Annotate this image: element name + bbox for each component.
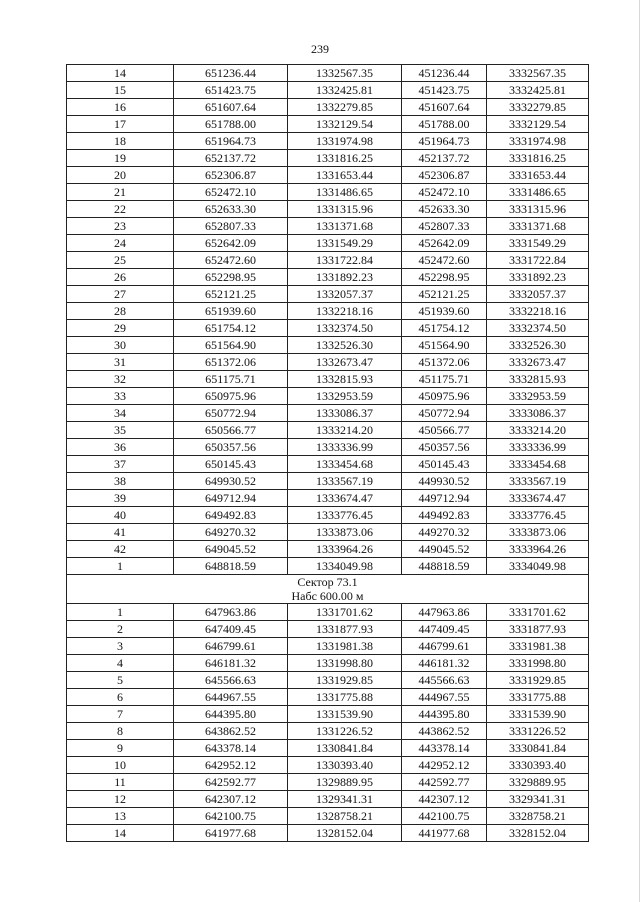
x1-coordinate-cell: 641977.68 <box>174 825 288 842</box>
point-number-cell: 24 <box>67 235 174 252</box>
x2-coordinate-cell: 442592.77 <box>402 774 487 791</box>
x1-coordinate-cell: 647963.86 <box>174 604 288 621</box>
y1-coordinate-cell: 1333567.19 <box>288 473 402 490</box>
x1-coordinate-cell: 642307.12 <box>174 791 288 808</box>
y1-coordinate-cell: 1331775.88 <box>288 689 402 706</box>
y2-coordinate-cell: 3331315.96 <box>487 201 589 218</box>
point-number-cell: 7 <box>67 706 174 723</box>
y2-coordinate-cell: 3333964.26 <box>487 541 589 558</box>
point-number-cell: 26 <box>67 269 174 286</box>
point-number-cell: 29 <box>67 320 174 337</box>
x2-coordinate-cell: 449270.32 <box>402 524 487 541</box>
x1-coordinate-cell: 642100.75 <box>174 808 288 825</box>
section-subtitle: Набс 600.00 м <box>291 589 364 603</box>
y2-coordinate-cell: 3332953.59 <box>487 388 589 405</box>
table-row <box>67 320 589 337</box>
x2-coordinate-cell: 451236.44 <box>402 65 487 82</box>
y2-coordinate-cell: 3331701.62 <box>487 604 589 621</box>
point-number-cell: 21 <box>67 184 174 201</box>
y2-coordinate-cell: 3332526.30 <box>487 337 589 354</box>
point-number-cell: 17 <box>67 116 174 133</box>
x1-coordinate-cell: 649712.94 <box>174 490 288 507</box>
x2-coordinate-cell: 452298.95 <box>402 269 487 286</box>
table-row <box>67 706 589 723</box>
point-number-cell: 10 <box>67 757 174 774</box>
x2-coordinate-cell: 451939.60 <box>402 303 487 320</box>
point-number-cell: 15 <box>67 82 174 99</box>
point-number-cell: 16 <box>67 99 174 116</box>
y2-coordinate-cell: 3331974.98 <box>487 133 589 150</box>
point-number-cell: 4 <box>67 655 174 672</box>
y2-coordinate-cell: 3331539.90 <box>487 706 589 723</box>
x1-coordinate-cell: 649270.32 <box>174 524 288 541</box>
section-header-cell <box>67 575 589 604</box>
y1-coordinate-cell: 1328758.21 <box>288 808 402 825</box>
y2-coordinate-cell: 3328152.04 <box>487 825 589 842</box>
point-number-cell: 1 <box>67 604 174 621</box>
y1-coordinate-cell: 1328152.04 <box>288 825 402 842</box>
x1-coordinate-cell: 648818.59 <box>174 558 288 575</box>
x2-coordinate-cell: 442100.75 <box>402 808 487 825</box>
y1-coordinate-cell: 1332279.85 <box>288 99 402 116</box>
y1-coordinate-cell: 1330841.84 <box>288 740 402 757</box>
table-row <box>67 439 589 456</box>
y1-coordinate-cell: 1333336.99 <box>288 439 402 456</box>
y1-coordinate-cell: 1333776.45 <box>288 507 402 524</box>
y2-coordinate-cell: 3331816.25 <box>487 150 589 167</box>
x2-coordinate-cell: 452137.72 <box>402 150 487 167</box>
point-number-cell: 40 <box>67 507 174 524</box>
y1-coordinate-cell: 1331981.38 <box>288 638 402 655</box>
table-row <box>67 201 589 218</box>
x1-coordinate-cell: 643862.52 <box>174 723 288 740</box>
table-row <box>67 740 589 757</box>
y1-coordinate-cell: 1332057.37 <box>288 286 402 303</box>
section-title: Сектор 73.1 <box>297 575 358 589</box>
y1-coordinate-cell: 1331722.84 <box>288 252 402 269</box>
x2-coordinate-cell: 449492.83 <box>402 507 487 524</box>
table-row <box>67 116 589 133</box>
point-number-cell: 36 <box>67 439 174 456</box>
point-number-cell: 2 <box>67 621 174 638</box>
y2-coordinate-cell: 3333873.06 <box>487 524 589 541</box>
table-row <box>67 655 589 672</box>
x2-coordinate-cell: 446799.61 <box>402 638 487 655</box>
table-row <box>67 388 589 405</box>
x1-coordinate-cell: 644967.55 <box>174 689 288 706</box>
x1-coordinate-cell: 649045.52 <box>174 541 288 558</box>
point-number-cell: 27 <box>67 286 174 303</box>
point-number-cell: 38 <box>67 473 174 490</box>
x2-coordinate-cell: 452472.60 <box>402 252 487 269</box>
y2-coordinate-cell: 3332567.35 <box>487 65 589 82</box>
y1-coordinate-cell: 1334049.98 <box>288 558 402 575</box>
y2-coordinate-cell: 3331549.29 <box>487 235 589 252</box>
x1-coordinate-cell: 651175.71 <box>174 371 288 388</box>
x2-coordinate-cell: 452642.09 <box>402 235 487 252</box>
point-number-cell: 11 <box>67 774 174 791</box>
x2-coordinate-cell: 450566.77 <box>402 422 487 439</box>
y1-coordinate-cell: 1333086.37 <box>288 405 402 422</box>
y1-coordinate-cell: 1332815.93 <box>288 371 402 388</box>
y2-coordinate-cell: 3332129.54 <box>487 116 589 133</box>
x1-coordinate-cell: 651372.06 <box>174 354 288 371</box>
x2-coordinate-cell: 451607.64 <box>402 99 487 116</box>
y2-coordinate-cell: 3331371.68 <box>487 218 589 235</box>
point-number-cell: 33 <box>67 388 174 405</box>
x2-coordinate-cell: 450772.94 <box>402 405 487 422</box>
y1-coordinate-cell: 1331877.93 <box>288 621 402 638</box>
coordinates-table <box>66 64 589 842</box>
point-number-cell: 3 <box>67 638 174 655</box>
point-number-cell: 35 <box>67 422 174 439</box>
table-row <box>67 490 589 507</box>
y2-coordinate-cell: 3331892.23 <box>487 269 589 286</box>
table-row <box>67 672 589 689</box>
x1-coordinate-cell: 650566.77 <box>174 422 288 439</box>
point-number-cell: 32 <box>67 371 174 388</box>
table-row <box>67 337 589 354</box>
point-number-cell: 37 <box>67 456 174 473</box>
x1-coordinate-cell: 652472.10 <box>174 184 288 201</box>
y2-coordinate-cell: 3328758.21 <box>487 808 589 825</box>
point-number-cell: 9 <box>67 740 174 757</box>
x1-coordinate-cell: 645566.63 <box>174 672 288 689</box>
y2-coordinate-cell: 3331998.80 <box>487 655 589 672</box>
y1-coordinate-cell: 1332374.50 <box>288 320 402 337</box>
point-number-cell: 20 <box>67 167 174 184</box>
x1-coordinate-cell: 650772.94 <box>174 405 288 422</box>
x1-coordinate-cell: 652472.60 <box>174 252 288 269</box>
x2-coordinate-cell: 449930.52 <box>402 473 487 490</box>
x2-coordinate-cell: 451175.71 <box>402 371 487 388</box>
x1-coordinate-cell: 651788.00 <box>174 116 288 133</box>
y2-coordinate-cell: 3330393.40 <box>487 757 589 774</box>
table-row <box>67 456 589 473</box>
x2-coordinate-cell: 452472.10 <box>402 184 487 201</box>
table-row <box>67 82 589 99</box>
y1-coordinate-cell: 1331701.62 <box>288 604 402 621</box>
x2-coordinate-cell: 451372.06 <box>402 354 487 371</box>
x1-coordinate-cell: 652807.33 <box>174 218 288 235</box>
table-row <box>67 99 589 116</box>
table-row <box>67 825 589 842</box>
y2-coordinate-cell: 3334049.98 <box>487 558 589 575</box>
x1-coordinate-cell: 643378.14 <box>174 740 288 757</box>
table-row <box>67 473 589 490</box>
y2-coordinate-cell: 3332057.37 <box>487 286 589 303</box>
page-number: 239 <box>311 42 329 56</box>
point-number-cell: 14 <box>67 65 174 82</box>
x2-coordinate-cell: 442952.12 <box>402 757 487 774</box>
x1-coordinate-cell: 647409.45 <box>174 621 288 638</box>
y1-coordinate-cell: 1330393.40 <box>288 757 402 774</box>
point-number-cell: 18 <box>67 133 174 150</box>
y2-coordinate-cell: 3331981.38 <box>487 638 589 655</box>
x1-coordinate-cell: 642952.12 <box>174 757 288 774</box>
table-row <box>67 184 589 201</box>
point-number-cell: 5 <box>67 672 174 689</box>
table-row <box>67 723 589 740</box>
y1-coordinate-cell: 1331892.23 <box>288 269 402 286</box>
x1-coordinate-cell: 646799.61 <box>174 638 288 655</box>
x2-coordinate-cell: 448818.59 <box>402 558 487 575</box>
x1-coordinate-cell: 651939.60 <box>174 303 288 320</box>
x1-coordinate-cell: 649492.83 <box>174 507 288 524</box>
y2-coordinate-cell: 3332673.47 <box>487 354 589 371</box>
point-number-cell: 12 <box>67 791 174 808</box>
x1-coordinate-cell: 652633.30 <box>174 201 288 218</box>
y1-coordinate-cell: 1331371.68 <box>288 218 402 235</box>
table-row <box>67 150 589 167</box>
point-number-cell: 41 <box>67 524 174 541</box>
section-header-row <box>67 575 589 604</box>
point-number-cell: 8 <box>67 723 174 740</box>
y2-coordinate-cell: 3331722.84 <box>487 252 589 269</box>
x2-coordinate-cell: 452633.30 <box>402 201 487 218</box>
table-row <box>67 218 589 235</box>
x1-coordinate-cell: 652306.87 <box>174 167 288 184</box>
x1-coordinate-cell: 642592.77 <box>174 774 288 791</box>
x2-coordinate-cell: 446181.32 <box>402 655 487 672</box>
y1-coordinate-cell: 1329889.95 <box>288 774 402 791</box>
y2-coordinate-cell: 3331929.85 <box>487 672 589 689</box>
x2-coordinate-cell: 442307.12 <box>402 791 487 808</box>
table-row <box>67 65 589 82</box>
y2-coordinate-cell: 3333567.19 <box>487 473 589 490</box>
x2-coordinate-cell: 447963.86 <box>402 604 487 621</box>
table-body-after-section <box>67 604 589 842</box>
y1-coordinate-cell: 1332526.30 <box>288 337 402 354</box>
y1-coordinate-cell: 1331226.52 <box>288 723 402 740</box>
y1-coordinate-cell: 1331998.80 <box>288 655 402 672</box>
y1-coordinate-cell: 1331486.65 <box>288 184 402 201</box>
y1-coordinate-cell: 1333964.26 <box>288 541 402 558</box>
y1-coordinate-cell: 1331816.25 <box>288 150 402 167</box>
x1-coordinate-cell: 650145.43 <box>174 456 288 473</box>
x2-coordinate-cell: 452306.87 <box>402 167 487 184</box>
x1-coordinate-cell: 651964.73 <box>174 133 288 150</box>
x1-coordinate-cell: 646181.32 <box>174 655 288 672</box>
table-row <box>67 638 589 655</box>
y1-coordinate-cell: 1332953.59 <box>288 388 402 405</box>
x1-coordinate-cell: 651607.64 <box>174 99 288 116</box>
y1-coordinate-cell: 1331539.90 <box>288 706 402 723</box>
table-row <box>67 558 589 575</box>
table-row <box>67 133 589 150</box>
x2-coordinate-cell: 450145.43 <box>402 456 487 473</box>
table-body-before-section <box>67 65 589 575</box>
x1-coordinate-cell: 651423.75 <box>174 82 288 99</box>
point-number-cell: 19 <box>67 150 174 167</box>
y2-coordinate-cell: 3333776.45 <box>487 507 589 524</box>
x1-coordinate-cell: 652121.25 <box>174 286 288 303</box>
y2-coordinate-cell: 3332374.50 <box>487 320 589 337</box>
point-number-cell: 22 <box>67 201 174 218</box>
y2-coordinate-cell: 3332425.81 <box>487 82 589 99</box>
table-row <box>67 371 589 388</box>
x2-coordinate-cell: 452121.25 <box>402 286 487 303</box>
x1-coordinate-cell: 650975.96 <box>174 388 288 405</box>
table-row <box>67 507 589 524</box>
point-number-cell: 23 <box>67 218 174 235</box>
y2-coordinate-cell: 3329341.31 <box>487 791 589 808</box>
table-row <box>67 757 589 774</box>
x2-coordinate-cell: 441977.68 <box>402 825 487 842</box>
table-row <box>67 252 589 269</box>
x2-coordinate-cell: 444967.55 <box>402 689 487 706</box>
table-row <box>67 303 589 320</box>
x2-coordinate-cell: 449712.94 <box>402 490 487 507</box>
table-row <box>67 808 589 825</box>
x2-coordinate-cell: 443378.14 <box>402 740 487 757</box>
x2-coordinate-cell: 451788.00 <box>402 116 487 133</box>
x2-coordinate-cell: 452807.33 <box>402 218 487 235</box>
y2-coordinate-cell: 3333674.47 <box>487 490 589 507</box>
y1-coordinate-cell: 1331315.96 <box>288 201 402 218</box>
point-number-cell: 34 <box>67 405 174 422</box>
point-number-cell: 25 <box>67 252 174 269</box>
y1-coordinate-cell: 1333873.06 <box>288 524 402 541</box>
x2-coordinate-cell: 451564.90 <box>402 337 487 354</box>
x2-coordinate-cell: 451964.73 <box>402 133 487 150</box>
y1-coordinate-cell: 1332673.47 <box>288 354 402 371</box>
point-number-cell: 28 <box>67 303 174 320</box>
table-row <box>67 354 589 371</box>
x1-coordinate-cell: 649930.52 <box>174 473 288 490</box>
table-row <box>67 774 589 791</box>
x2-coordinate-cell: 450357.56 <box>402 439 487 456</box>
point-number-cell: 1 <box>67 558 174 575</box>
point-number-cell: 31 <box>67 354 174 371</box>
table-row <box>67 689 589 706</box>
table-row <box>67 604 589 621</box>
y2-coordinate-cell: 3333086.37 <box>487 405 589 422</box>
x1-coordinate-cell: 652298.95 <box>174 269 288 286</box>
y2-coordinate-cell: 3332218.16 <box>487 303 589 320</box>
table-row <box>67 286 589 303</box>
y2-coordinate-cell: 3333336.99 <box>487 439 589 456</box>
point-number-cell: 42 <box>67 541 174 558</box>
x1-coordinate-cell: 652137.72 <box>174 150 288 167</box>
table-row <box>67 269 589 286</box>
point-number-cell: 30 <box>67 337 174 354</box>
point-number-cell: 14 <box>67 825 174 842</box>
x2-coordinate-cell: 447409.45 <box>402 621 487 638</box>
x2-coordinate-cell: 445566.63 <box>402 672 487 689</box>
x1-coordinate-cell: 651754.12 <box>174 320 288 337</box>
y1-coordinate-cell: 1332129.54 <box>288 116 402 133</box>
y1-coordinate-cell: 1331974.98 <box>288 133 402 150</box>
y2-coordinate-cell: 3331775.88 <box>487 689 589 706</box>
point-number-cell: 6 <box>67 689 174 706</box>
table-row <box>67 621 589 638</box>
table-row <box>67 167 589 184</box>
x1-coordinate-cell: 652642.09 <box>174 235 288 252</box>
x1-coordinate-cell: 650357.56 <box>174 439 288 456</box>
y1-coordinate-cell: 1329341.31 <box>288 791 402 808</box>
table-row <box>67 405 589 422</box>
table-row <box>67 791 589 808</box>
y1-coordinate-cell: 1332425.81 <box>288 82 402 99</box>
table-row <box>67 422 589 439</box>
x2-coordinate-cell: 450975.96 <box>402 388 487 405</box>
y1-coordinate-cell: 1331653.44 <box>288 167 402 184</box>
y2-coordinate-cell: 3331226.52 <box>487 723 589 740</box>
table-row <box>67 541 589 558</box>
x2-coordinate-cell: 451423.75 <box>402 82 487 99</box>
x1-coordinate-cell: 651564.90 <box>174 337 288 354</box>
section-header-group <box>67 575 589 604</box>
point-number-cell: 13 <box>67 808 174 825</box>
table-row <box>67 235 589 252</box>
y1-coordinate-cell: 1333214.20 <box>288 422 402 439</box>
y2-coordinate-cell: 3330841.84 <box>487 740 589 757</box>
y1-coordinate-cell: 1333454.68 <box>288 456 402 473</box>
x1-coordinate-cell: 644395.80 <box>174 706 288 723</box>
y1-coordinate-cell: 1331929.85 <box>288 672 402 689</box>
y1-coordinate-cell: 1333674.47 <box>288 490 402 507</box>
table-row <box>67 524 589 541</box>
y2-coordinate-cell: 3332815.93 <box>487 371 589 388</box>
y2-coordinate-cell: 3333454.68 <box>487 456 589 473</box>
y1-coordinate-cell: 1331549.29 <box>288 235 402 252</box>
x2-coordinate-cell: 451754.12 <box>402 320 487 337</box>
y2-coordinate-cell: 3329889.95 <box>487 774 589 791</box>
x1-coordinate-cell: 651236.44 <box>174 65 288 82</box>
y2-coordinate-cell: 3331653.44 <box>487 167 589 184</box>
x2-coordinate-cell: 449045.52 <box>402 541 487 558</box>
y1-coordinate-cell: 1332218.16 <box>288 303 402 320</box>
y2-coordinate-cell: 3332279.85 <box>487 99 589 116</box>
y1-coordinate-cell: 1332567.35 <box>288 65 402 82</box>
x2-coordinate-cell: 444395.80 <box>402 706 487 723</box>
y2-coordinate-cell: 3331877.93 <box>487 621 589 638</box>
y2-coordinate-cell: 3331486.65 <box>487 184 589 201</box>
y2-coordinate-cell: 3333214.20 <box>487 422 589 439</box>
point-number-cell: 39 <box>67 490 174 507</box>
x2-coordinate-cell: 443862.52 <box>402 723 487 740</box>
